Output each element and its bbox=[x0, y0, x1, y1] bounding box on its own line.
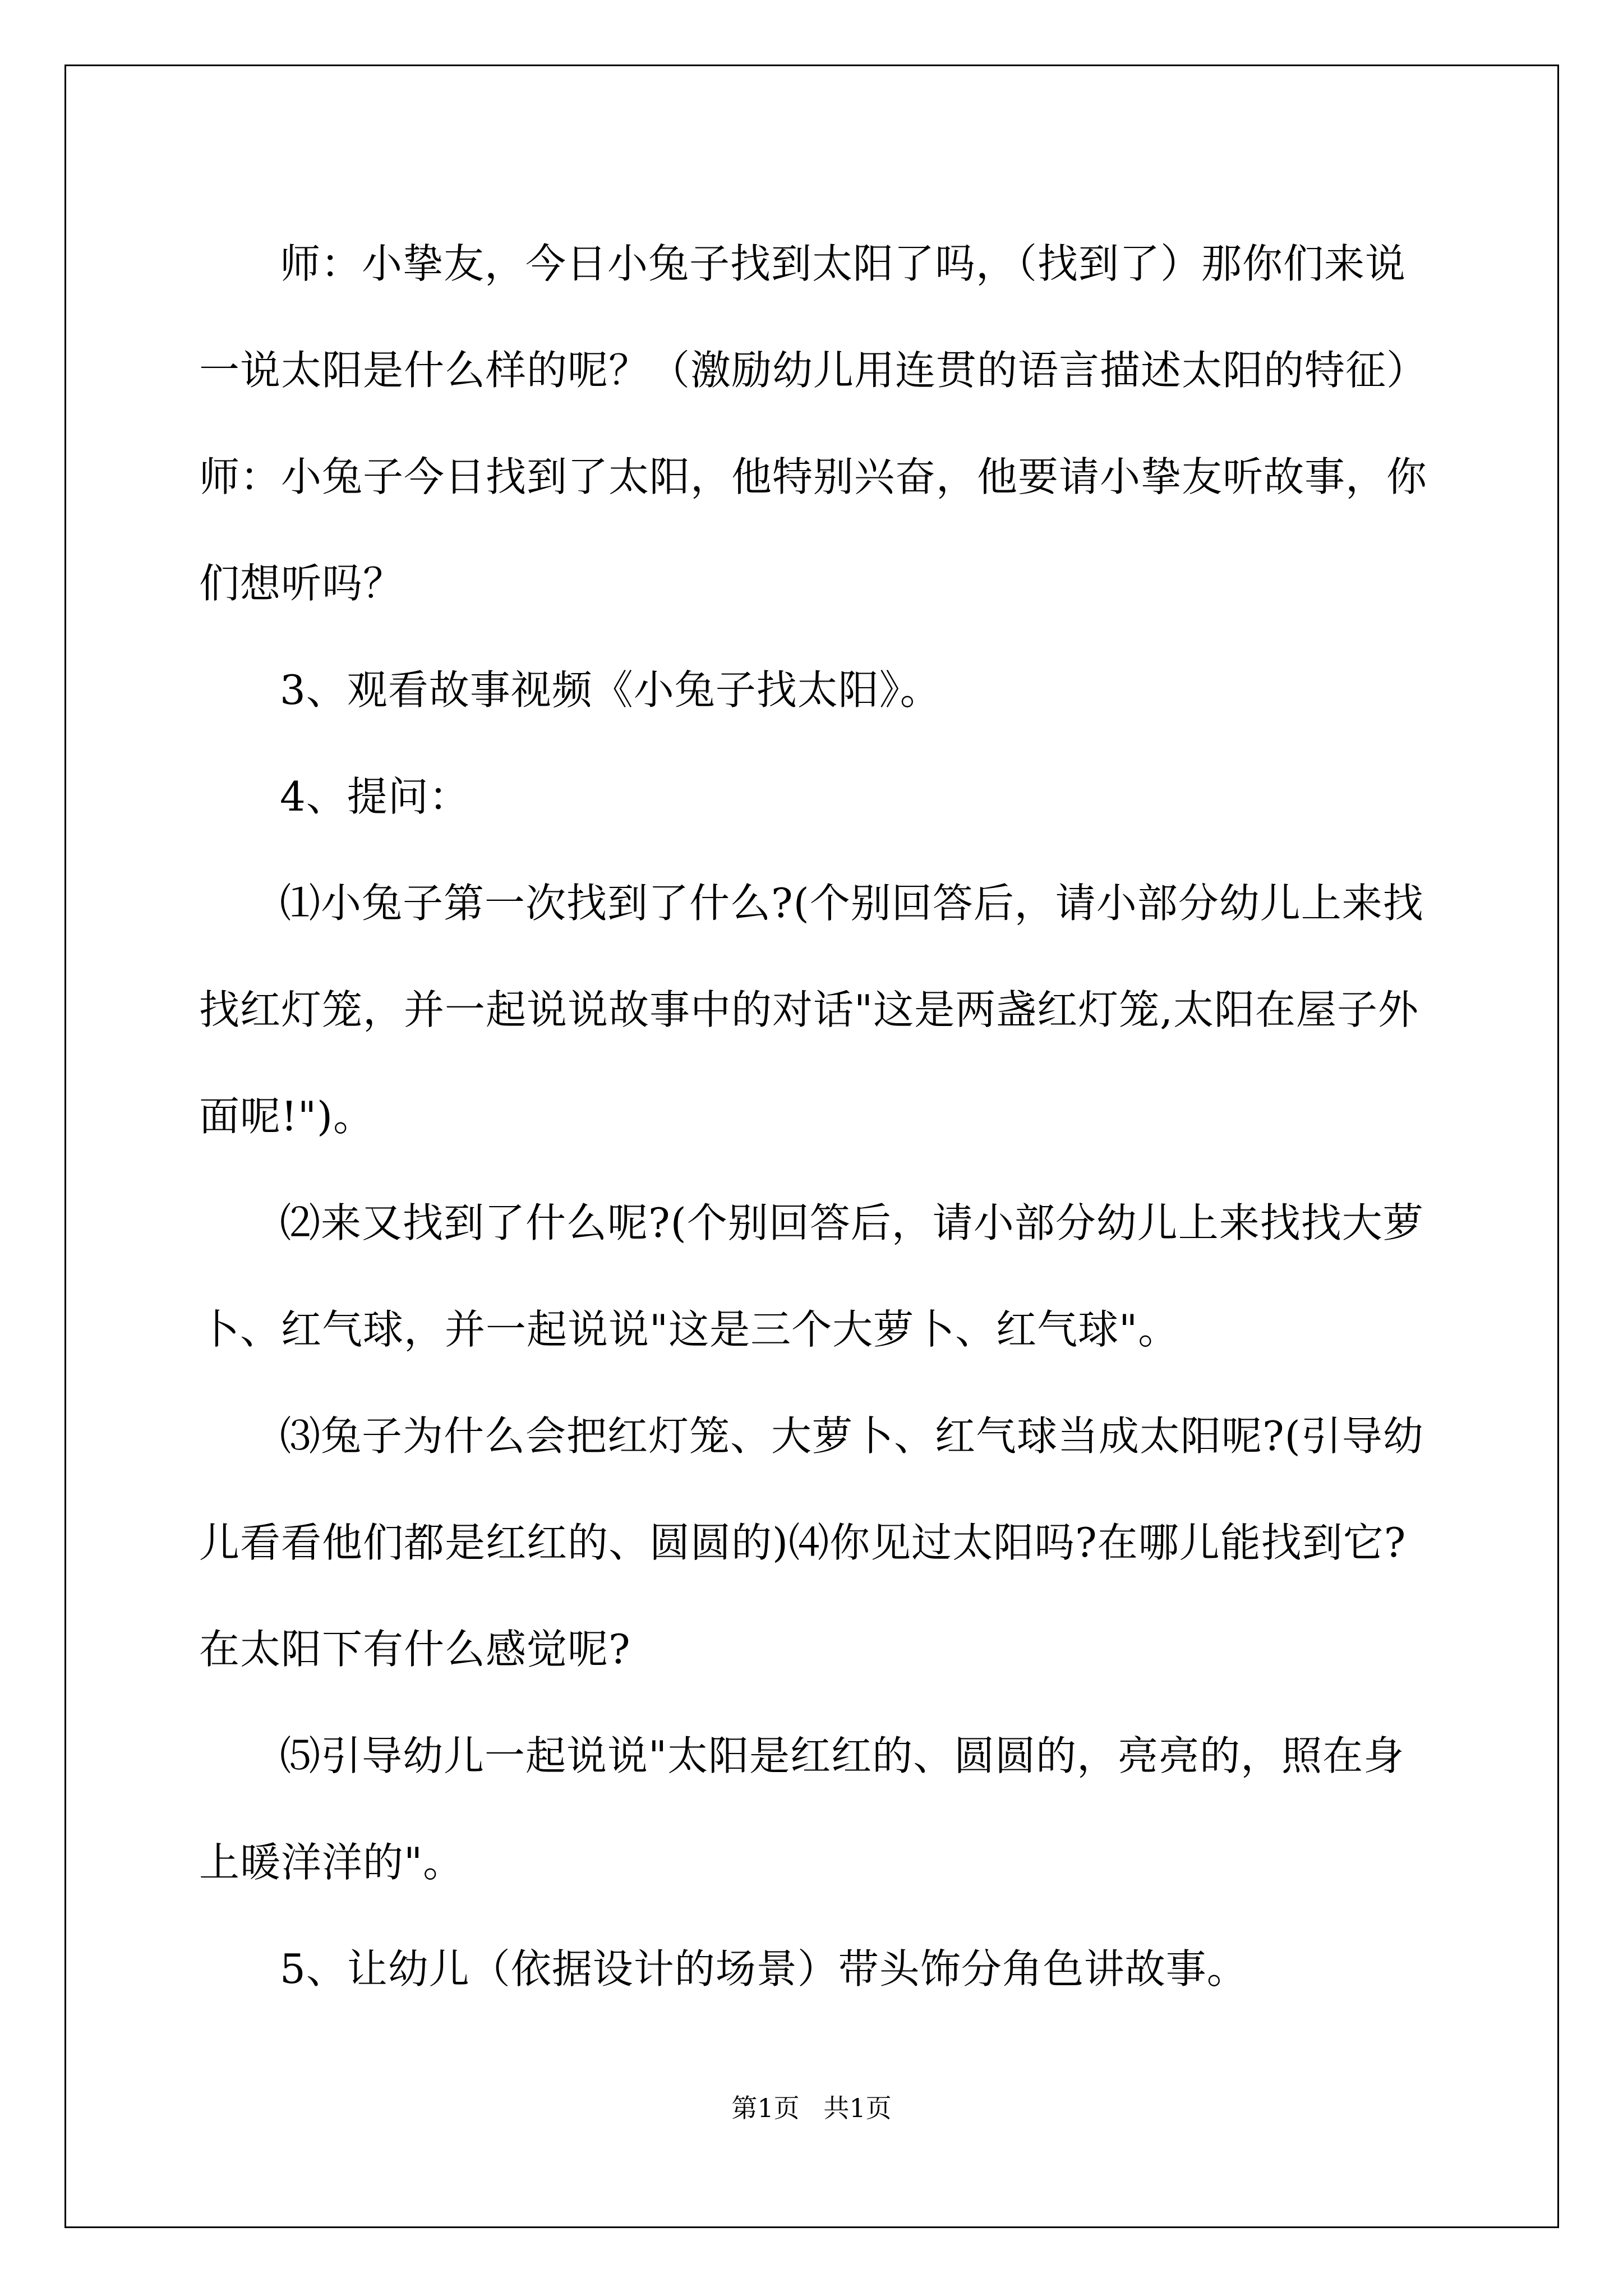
paragraph-5: ⑵来又找到了什么呢?(个别回答后，请小部分幼儿上来找找大萝卜、红气球，并一起说说"这是三个大萝卜、红气球"。 bbox=[199, 1199, 1424, 1353]
page-number-current: 第1页 bbox=[731, 2093, 800, 2123]
paragraph-6: ⑶兔子为什么会把红灯笼、大萝卜、红气球当成太阳呢?(引导幼儿看看他们都是红红的、圆圆的)⑷你见过太阳吗?在哪儿能找到它?在太阳下有什么感觉呢? bbox=[199, 1412, 1424, 1673]
paragraph-8: 5、让幼儿（依据设计的场景）带头饰分角色讲故事。 bbox=[280, 1945, 1248, 1993]
document-body bbox=[199, 210, 1427, 2022]
paragraph-1: 师：小挚友，今日小兔子找到太阳了吗，（找到了）那你们来说一说太阳是什么样的呢？（激励幼儿用连贯的语言描述太阳的特征）师：小兔子今日找到了太阳，他特别兴奋，他要请小挚友听故事，你们想听吗？ bbox=[199, 240, 1428, 607]
paragraph-4: ⑴小兔子第一次找到了什么?(个别回答后，请小部分幼儿上来找找红灯笼，并一起说说故事中的对话"这是两盏红灯笼,太阳在屋子外面呢!")。 bbox=[199, 880, 1424, 1140]
paragraph-7: ⑸引导幼儿一起说说"太阳是红红的、圆圆的，亮亮的，照在身上暖洋洋的"。 bbox=[199, 1732, 1405, 1886]
page-footer bbox=[0, 2091, 1623, 2125]
page-number-total: 共1页 bbox=[823, 2093, 892, 2123]
paragraph-2: 3、观看故事视频《小兔子找太阳》。 bbox=[280, 666, 941, 714]
paragraph-3: 4、提问： bbox=[280, 773, 470, 820]
